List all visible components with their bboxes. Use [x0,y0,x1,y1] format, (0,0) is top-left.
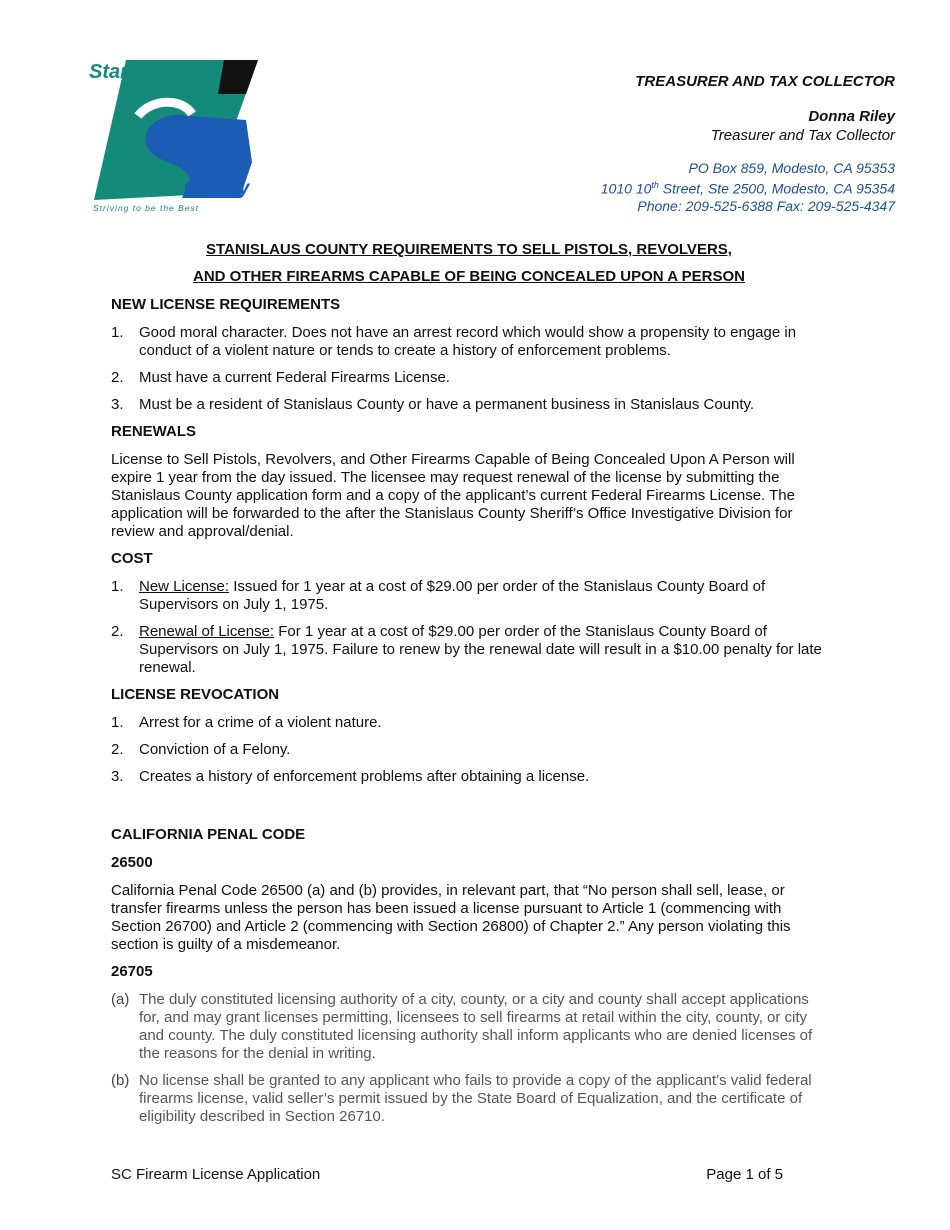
new-license-list [111,324,833,414]
cost-heading: COST [111,550,153,567]
office-title: TREASURER AND TAX COLLECTOR [635,73,895,90]
logo-bottom-text: County [184,178,250,199]
list-item: 2. Conviction of a Felony. [111,741,291,758]
section-26500-heading: 26500 [111,854,153,871]
penal-code-heading: CALIFORNIA PENAL CODE [111,826,306,843]
new-license-heading: NEW LICENSE REQUIREMENTS [111,296,341,313]
county-logo [86,58,266,216]
address-line-1: PO Box 859, Modesto, CA 95353 [688,160,895,176]
phone-fax: Phone: 209-525-6388 Fax: 209-525-4347 [637,197,895,214]
page-footer [111,1166,783,1183]
officer-role: Treasurer and Tax Collector [710,127,895,144]
renewals-heading: RENEWALS [111,423,197,440]
page-number: Page 1 of 5 [706,1166,783,1183]
logo-tagline: Striving to be the Best [93,203,200,213]
revocation-heading: LICENSE REVOCATION [111,686,280,703]
list-item: 2. Must have a current Federal Firearms License. [111,369,450,386]
list-item: (a) The duly constituted licensing authority of a city, county, or a city and county shall accept applications for, and may grant licenses permitting, licensees to sell firearms at retail within the city, county, or city and county. The duly constituted licensing authority shall inform applicants who are denied licenses of the reasons for the denial in writing. [111,991,813,1062]
cost-list [111,578,833,677]
list-item: 2. Renewal of License: For 1 year at a cost of $29.00 per order of the Stanislaus County Board of Supervisors on July 1, 1975. Failure to renew by the renewal date will result in a $10.00 penalty for late renewal. [111,623,822,676]
contact-block [601,160,895,215]
logo-top-text: Stanislaus [89,61,190,83]
list-item: 1. Good moral character. Does not have an arrest record which would show a propensity to engage in conduct of a violent nature or tends to create a history of enforcement problems. [111,324,797,359]
footer-document-name: SC Firearm License Application [111,1166,321,1183]
document-title [105,236,833,290]
list-item: 3. Must be a resident of Stanislaus County or have a permanent business in Stanislaus County. [111,396,755,413]
document-body [111,236,833,1135]
officer-name: Donna Riley [808,108,895,125]
list-item: 1. New License: Issued for 1 year at a cost of $29.00 per order of the Stanislaus County Board of Supervisors on July 1, 1975. [111,578,766,613]
title-line-2: AND OTHER FIREARMS CAPABLE OF BEING CONCEALED UPON A PERSON [193,268,745,285]
list-item: 1. Arrest for a crime of a violent nature. [111,714,382,731]
list-item: 3. Creates a history of enforcement problems after obtaining a license. [111,768,590,785]
address-line-2: 1010 10th Street, Ste 2500, Modesto, CA 95354 [600,180,895,197]
title-line-1: STANISLAUS COUNTY REQUIREMENTS TO SELL PISTOLS, REVOLVERS, [206,241,732,258]
letterhead [601,72,895,215]
renewals-paragraph: License to Sell Pistols, Revolvers, and Other Firearms Capable of Being Concealed Upon A Person will expire 1 year from the day issued. The licensee may request renewal of the license by submitting the Stanislaus County application form and a copy of the applicant’s current Federal Firearms License. The application will be forwarded to the after the Stanislaus County Sheriff’s Office Investigative Division for review and approval/denial. [111,451,795,540]
revocation-list [111,714,833,786]
county-seal-graphic [86,58,266,216]
list-item: (b) No license shall be granted to any applicant who fails to provide a copy of the applicant’s valid federal firearms license, valid seller’s permit issued by the State Board of Equalization, and the certificate of eligibility described in Section 26710. [111,1072,812,1125]
section-26705-heading: 26705 [111,963,153,980]
section-26500-paragraph: California Penal Code 26500 (a) and (b) provides, in relevant part, that “No person shall sell, lease, or transfer firearms unless the person has been issued a license pursuant to Article 1 (commencing with Section 26700) and Article 2 (commencing with Section 26800) of Chapter 2.” Any person violating this section is guilty of a misdemeanor. [111,882,791,953]
section-26705-list [111,991,833,1126]
